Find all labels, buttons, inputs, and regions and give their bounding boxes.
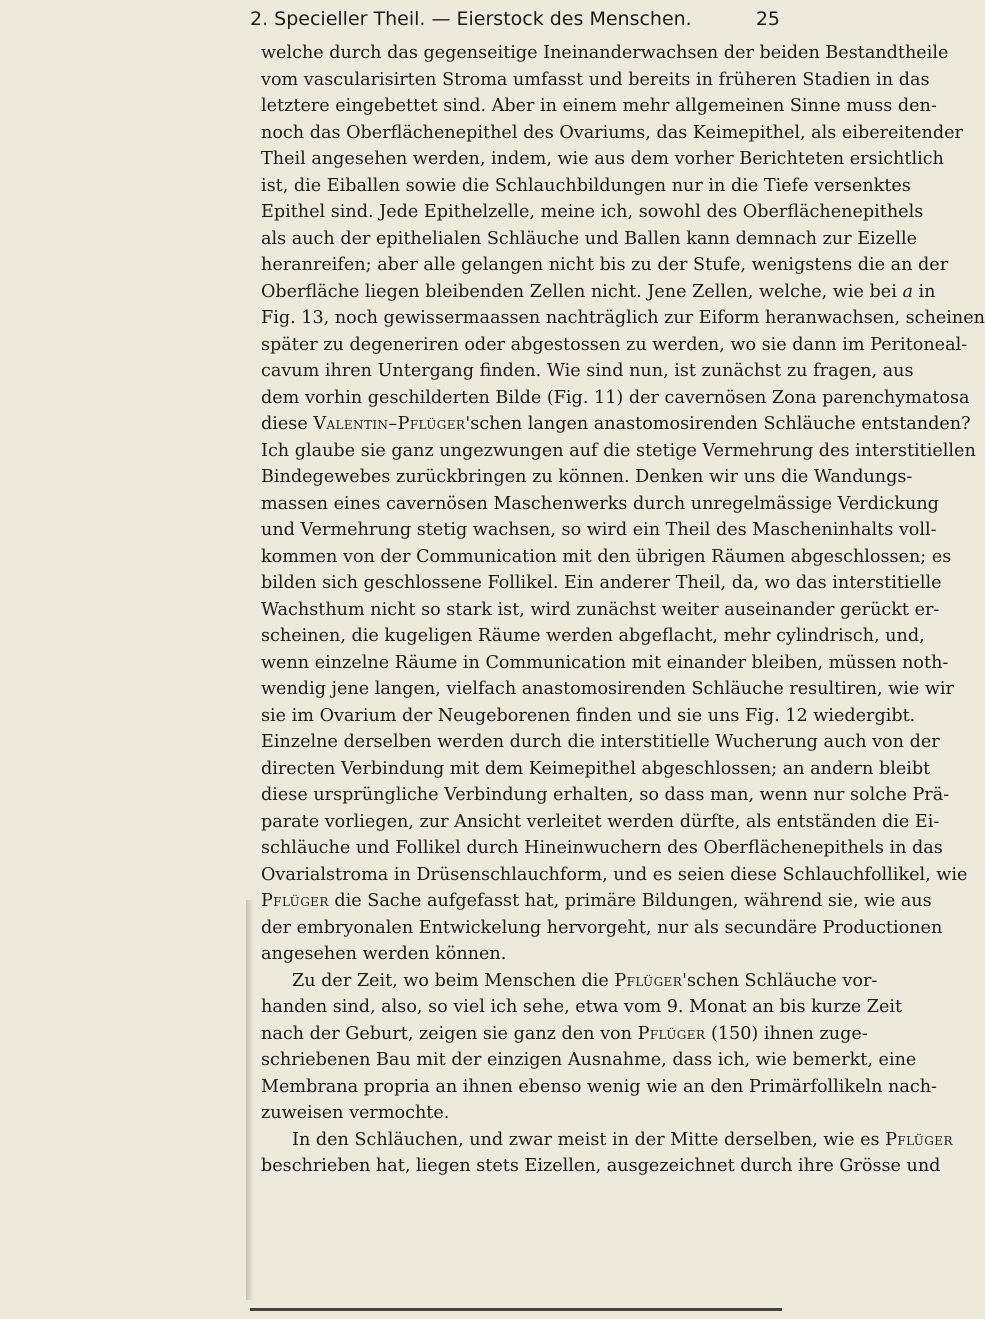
author-name: Valentin–Pflüger bbox=[313, 414, 466, 434]
text-line: handen sind, also, so viel ich sehe, etwa vom 9. Monat an bis kurze Zeit bbox=[261, 997, 903, 1017]
text-line: Epithel sind. Jede Epithelzelle, meine ich, sowohl des Oberflächenepithels bbox=[261, 202, 924, 222]
text-line: als auch der epithelialen Schläuche und Ballen kann demnach zur Eizelle bbox=[261, 228, 918, 249]
text-line: heranreifen; aber alle gelangen nicht bis zu der Stufe, wenigstens die an der bbox=[261, 255, 949, 275]
text-segment: 'schen Schläuche vor- bbox=[682, 970, 878, 991]
figure-reference-letter: a bbox=[902, 281, 913, 302]
text-line: Membrana propria an ihnen ebenso wenig wie an den Primärfollikeln nach- bbox=[261, 1076, 938, 1097]
text-line: Einzelne derselben werden durch die interstitielle Wucherung auch von der bbox=[261, 732, 940, 752]
text-line: Theil angesehen werden, indem, wie aus dem vorher Berichteten ersichtlich bbox=[261, 149, 944, 169]
chapter-title: 2. Specieller Theil. — Eierstock des Menschen. bbox=[250, 8, 692, 30]
text-segment: die Sache aufgefasst hat, primäre Bildungen, während sie, wie aus bbox=[334, 891, 932, 911]
bottom-rule bbox=[250, 1308, 782, 1311]
text-line: Ich glaube sie ganz ungezwungen auf die stetige Vermehrung des interstitiellen bbox=[261, 440, 976, 461]
text-line: directen Verbindung mit dem Keimepithel abgeschlossen; an andern bleibt bbox=[261, 758, 931, 779]
text-line bbox=[248, 1021, 868, 1048]
text-line: diese ursprüngliche Verbindung erhalten, so dass man, wenn nur solche Prä- bbox=[261, 785, 950, 805]
text-segment: nach der Geburt, zeigen sie ganz den von bbox=[261, 1023, 632, 1044]
text-line: kommen von der Communication mit den übrigen Räumen abgeschlossen; es bbox=[261, 546, 952, 567]
text-segment: 'schen langen anastomosirenden Schläuche entstanden? bbox=[465, 414, 971, 434]
author-name: Pflüger bbox=[637, 1023, 706, 1044]
text-line: schläuche und Follikel durch Hineinwuchern des Oberflächenepithels in das bbox=[261, 838, 943, 858]
text-line: cavum ihren Untergang finden. Wie sind nun, ist zunächst zu fragen, aus bbox=[261, 361, 914, 381]
text-line: Fig. 13, noch gewissermaassen nachträglich zur Eiform heranwachsen, scheinen bbox=[261, 308, 985, 328]
text-segment: in bbox=[918, 281, 936, 302]
text-segment: Zu der Zeit, wo beim Menschen die bbox=[292, 970, 609, 991]
text-line: zuweisen vermochte. bbox=[261, 1103, 450, 1123]
text-line: angesehen werden können. bbox=[261, 944, 507, 964]
text-line: Bindegewebes zurückbringen zu können. Denken wir uns die Wandungs- bbox=[261, 467, 913, 487]
text-line: noch das Oberflächenepithel des Ovariums, das Keimepithel, als eibereitender bbox=[261, 122, 963, 143]
text-line: wendig jene langen, vielfach anastomosirenden Schläuche resultiren, wie wir bbox=[261, 679, 954, 699]
text-line bbox=[248, 279, 936, 306]
text-segment: In den Schläuchen, und zwar meist in der Mitte derselben, wie es bbox=[292, 1129, 880, 1150]
author-name: Pflüger bbox=[885, 1129, 953, 1150]
author-name: Pflüger bbox=[614, 970, 683, 991]
text-line bbox=[248, 1127, 953, 1154]
text-line: scheinen, die kugeligen Räume werden abgeflacht, mehr cylindrisch, und, bbox=[261, 626, 925, 646]
text-segment: Oberfläche liegen bleibenden Zellen nicht. Jene Zellen, welche, wie bei bbox=[261, 281, 897, 302]
text-line: der embryonalen Entwickelung hervorgeht, nur als secundäre Productionen bbox=[261, 917, 943, 938]
text-segment: (150) ihnen zuge- bbox=[710, 1023, 868, 1044]
text-line bbox=[248, 888, 932, 915]
text-segment: diese bbox=[261, 414, 308, 434]
text-line: Ovarialstroma in Drüsenschlauchform, und es seien diese Schlauchfollikel, wie bbox=[261, 864, 968, 885]
text-line: wenn einzelne Räume in Communication mit einander bleiben, müssen noth- bbox=[261, 652, 949, 673]
text-line: massen eines cavernösen Maschenwerks durch unregelmässige Verdickung bbox=[261, 493, 939, 514]
text-line: bilden sich geschlossene Follikel. Ein anderer Theil, da, wo das interstitielle bbox=[261, 573, 942, 593]
body-text bbox=[248, 40, 985, 1180]
text-line: ist, die Eiballen sowie die Schlauchbildungen nur in die Tiefe versenktes bbox=[261, 175, 911, 196]
text-line: welche durch das gegenseitige Ineinanderwachsen der beiden Bestandtheile bbox=[261, 43, 949, 63]
text-line: sie im Ovarium der Neugeborenen finden und sie uns Fig. 12 wiedergibt. bbox=[261, 705, 916, 726]
text-line: Wachsthum nicht so stark ist, wird zunächst weiter auseinander gerückt er- bbox=[261, 599, 940, 620]
text-line: vom vascularisirten Stroma umfasst und bereits in früheren Stadien in das bbox=[261, 69, 930, 90]
text-line: später zu degeneriren oder abgestossen zu werden, wo sie dann im Peritoneal- bbox=[261, 334, 968, 355]
author-name: Pflüger bbox=[261, 891, 329, 911]
text-line: dem vorhin geschilderten Bilde (Fig. 11) der cavernösen Zona parenchymatosa bbox=[261, 387, 970, 408]
running-header bbox=[250, 8, 780, 36]
text-line: parate vorliegen, zur Ansicht verleitet werden dürfte, als entständen die Ei- bbox=[261, 811, 940, 832]
text-line: letztere eingebettet sind. Aber in einem mehr allgemeinen Sinne muss den- bbox=[261, 96, 937, 116]
text-line bbox=[248, 968, 878, 995]
page-number: 25 bbox=[755, 8, 780, 30]
text-line: beschrieben hat, liegen stets Eizellen, ausgezeichnet durch ihre Grösse und bbox=[261, 1156, 941, 1176]
text-line bbox=[248, 411, 971, 438]
text-line: und Vermehrung stetig wachsen, so wird ein Theil des Mascheninhalts voll- bbox=[261, 520, 937, 540]
text-line: schriebenen Bau mit der einzigen Ausnahme, dass ich, wie bemerkt, eine bbox=[261, 1050, 917, 1070]
